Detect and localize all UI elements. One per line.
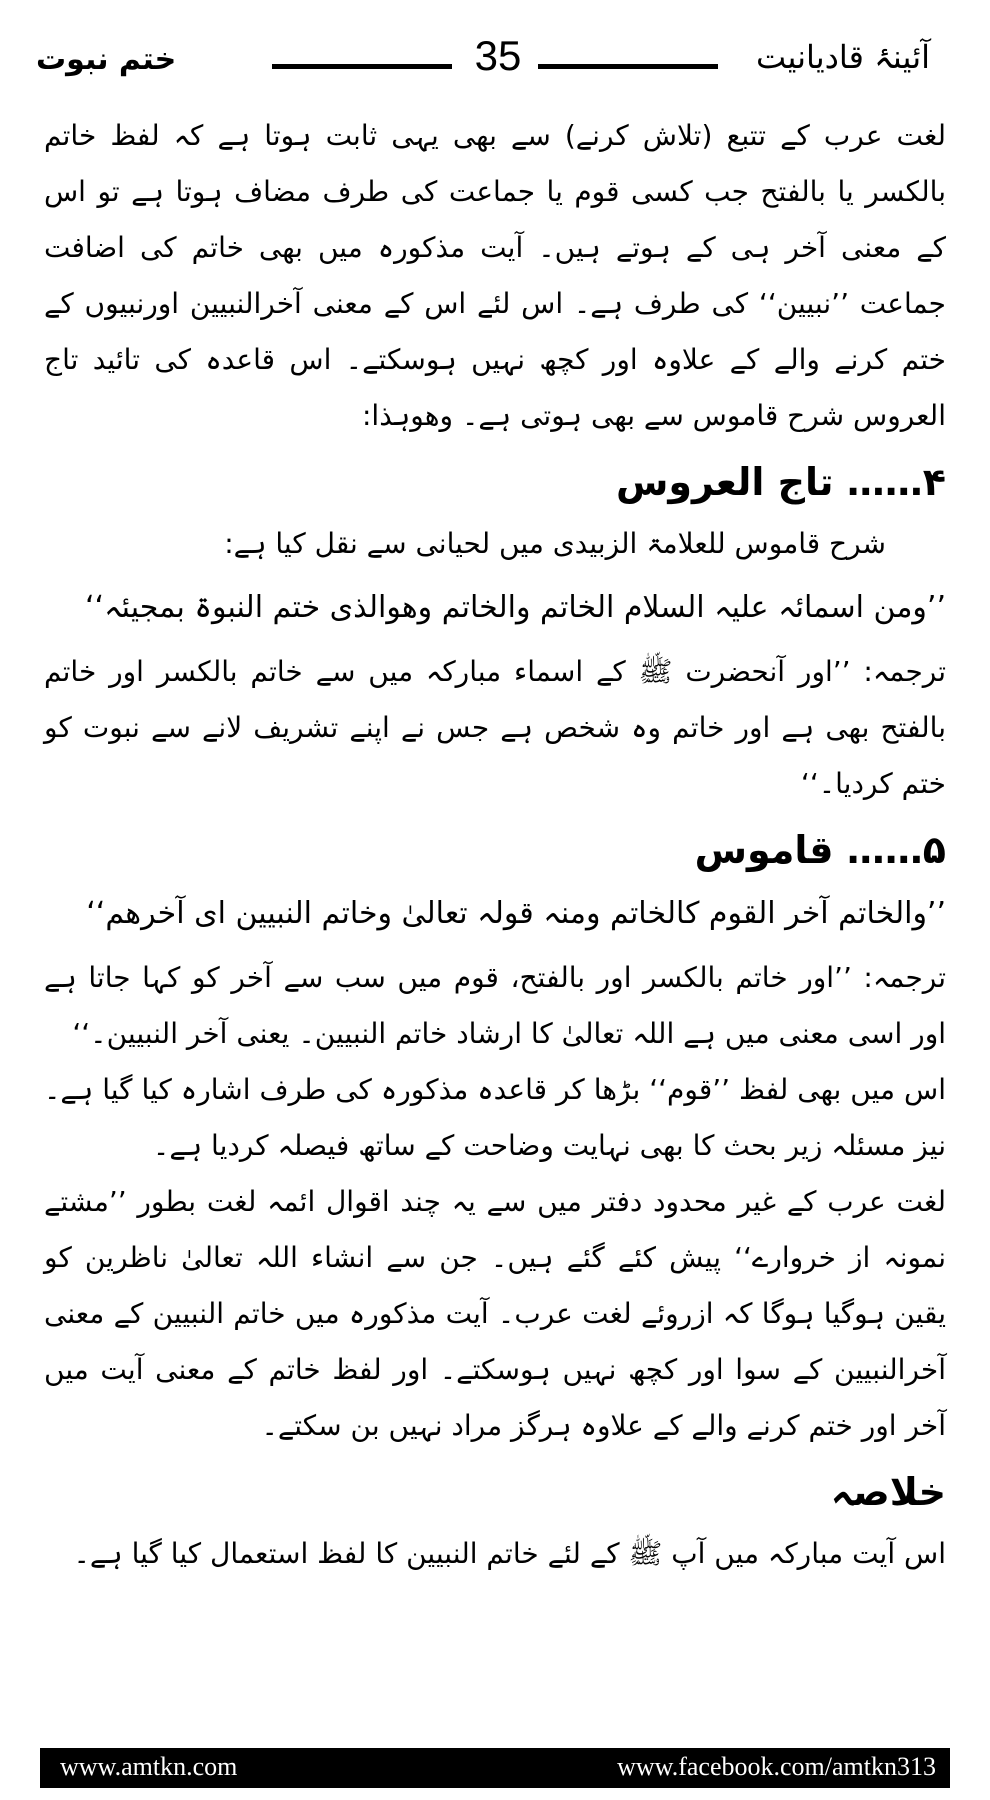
heading-qamoos: ۵…… قاموس bbox=[694, 828, 946, 872]
page-number: 35 bbox=[474, 32, 522, 79]
page-footer bbox=[40, 1748, 950, 1788]
subtitle-taj-al-uroos: شرح قاموس للعلامۃ الزبیدی میں لحیانی سے نقل کیا ہے: bbox=[224, 527, 886, 560]
paragraph-2: اس میں بھی لفظ ’’قوم‘‘ بڑھا کر قاعدہ مذکورہ کی طرف اشارہ کیا گیا ہے۔ نیز مسئلہ زیر بحث کا بھی نہایت وضاحت کے ساتھ فیصلہ کردیا ہے۔ bbox=[44, 1073, 946, 1162]
page-header bbox=[0, 18, 990, 98]
arabic-quote-qamoos: ’’والخاتم آخر القوم کالخاتم ومنہ قولہ تعالیٰ وخاتم النبیین ای آخرھم‘‘ bbox=[86, 896, 946, 931]
translation-qamoos: ترجمہ: ’’اور خاتم بالکسر اور بالفتح، قوم میں سب سے آخر کو کہا جاتا ہے اور اسی معنی میں ہے اللہ تعالیٰ کا ارشاد خاتم النبیین۔ یعنی آخر النبیین۔‘‘ bbox=[44, 961, 946, 1050]
heading-summary: خلاصہ bbox=[830, 1470, 946, 1514]
header-right-title: آئینۂ قادیانیت bbox=[756, 38, 930, 76]
translation-taj-al-uroos: ترجمہ: ’’اور آنحضرت ﷺ کے اسماء مبارکہ میں سے خاتم بالکسر اور خاتم بالفتح بھی ہے اور خاتم وہ شخص ہے جس نے اپنے تشریف لانے سے نبوت کو ختم کردیا۔‘‘ bbox=[44, 655, 946, 800]
page-content bbox=[44, 108, 946, 1582]
header-rule-left bbox=[272, 64, 452, 69]
paragraph-3: لغت عرب کے غیر محدود دفتر میں سے یہ چند اقوال ائمہ لغت بطور ’’مشتے نمونہ از خروارے‘‘ پیش کئے گئے ہیں۔ جن سے انشاء اللہ تعالیٰ ناظرین کو یقین ہوگیا ہوگا کہ ازروئے لغت عرب۔ آیت مذکورہ میں خاتم النبیین کے معنی آخرالنبیین کے سوا اور کچھ نہیں ہوسکتے۔ اور لفظ خاتم کے معنی آیت میں آخر اور ختم کرنے والے کے علاوہ ہرگز مراد نہیں بن سکتے۔ bbox=[44, 1185, 946, 1442]
heading-taj-al-uroos: ۴…… تاج العروس bbox=[615, 460, 946, 504]
header-rule-right bbox=[538, 64, 718, 69]
footer-website-link[interactable]: www.amtkn.com bbox=[60, 1752, 238, 1781]
header-left-title: ختم نبوت bbox=[36, 42, 177, 77]
paragraph-4: اس آیت مبارکہ میں آپ ﷺ کے لئے خاتم النبیین کا لفظ استعمال کیا گیا ہے۔ bbox=[73, 1537, 946, 1570]
footer-facebook-link[interactable]: www.facebook.com/amtkn313 bbox=[617, 1752, 936, 1781]
paragraph-1: لغت عرب کے تتبع (تلاش کرنے) سے بھی یہی ثابت ہوتا ہے کہ لفظ خاتم بالکسر یا بالفتح جب کسی قوم یا جماعت کی طرف مضاف ہوتا ہے تو اس کے معنی آخر ہی کے ہوتے ہیں۔ آیت مذکورہ میں بھی خاتم کی اضافت جماعت ’’نبیین‘‘ کی طرف ہے۔ اس لئے اس کے معنی آخرالنبیین اورنبیوں کے ختم کرنے والے کے علاوہ اور کچھ نہیں ہوسکتے۔ اس قاعدہ کی تائید تاج العروس شرح قاموس سے بھی ہوتی ہے۔ وھوہذا: bbox=[44, 119, 946, 432]
arabic-quote-taj-al-uroos: ’’ومن اسمائہ علیہ السلام الخاتم والخاتم وھوالذی ختم النبوۃ بمجیئہ‘‘ bbox=[85, 590, 946, 625]
